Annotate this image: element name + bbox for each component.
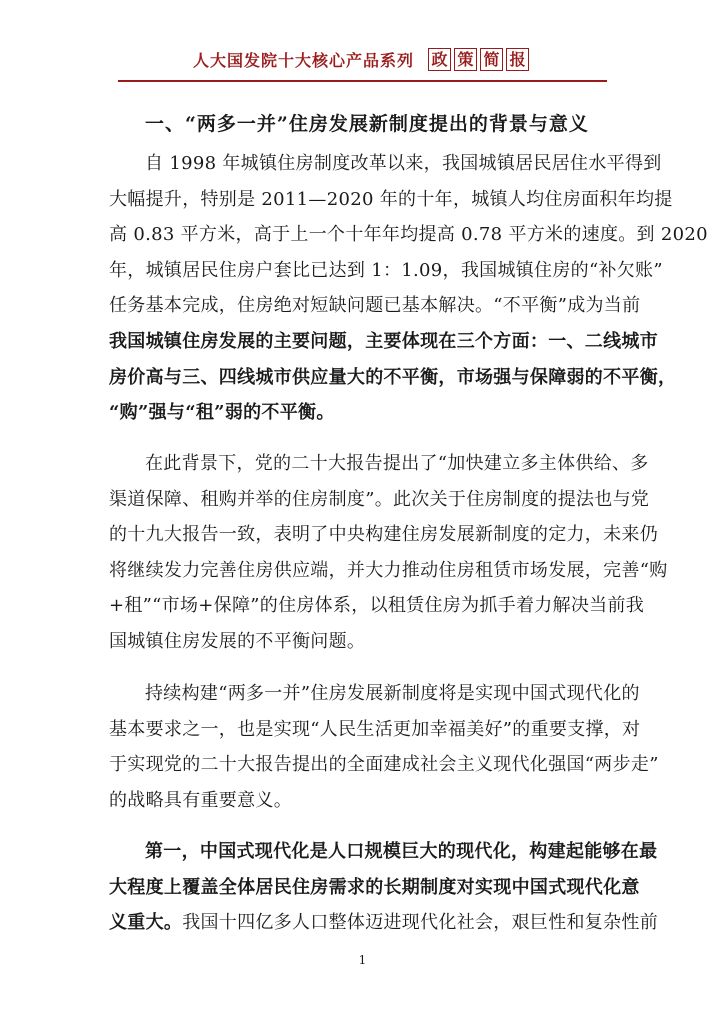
- text-line: 国城镇住房发展的不平衡问题。: [109, 630, 366, 652]
- text-line: 大幅提升，特别是 2011—2020 年的十年，城镇人均住房面积年均提: [109, 188, 673, 210]
- text-line: 渠道保障、租购并举的住房制度”。此次关于住房制度的提法也与党: [109, 488, 650, 510]
- text-line: 年，城镇居民住房户套比已达到 1：1.09，我国城镇住房的“补欠账”: [109, 259, 663, 281]
- badge-char: 策: [454, 48, 477, 71]
- text-line: 将继续发力完善住房供应端，并大力推动住房租赁市场发展，完善“购: [109, 559, 668, 581]
- header: [0, 48, 725, 71]
- text-line: “购”强与“租”弱的不平衡。: [109, 402, 335, 424]
- paragraph-3: [109, 676, 659, 818]
- text-line: 在此背景下，党的二十大报告提出了“加快建立多主体供给、多: [145, 453, 649, 474]
- header-rule: [118, 80, 607, 82]
- text-line: 的战略具有重要意义。: [109, 789, 292, 811]
- text-line: 任务基本完成，住房绝对短缺问题已基本解决。“不平衡”成为当前: [109, 295, 641, 317]
- brief-badge: [428, 48, 532, 71]
- text-line: 的十九大报告一致，表明了中央构建住房发展新制度的定力，未来仍: [109, 524, 658, 546]
- text-line: 持续构建“两多一并”住房发展新制度将是实现中国式现代化的: [145, 683, 640, 704]
- paragraph-2: [109, 446, 668, 660]
- bold-run: 义重大。: [109, 912, 183, 934]
- text-line: 大程度上覆盖全体居民住房需求的长期制度对实现中国式现代化意: [109, 876, 640, 898]
- badge-char: 政: [428, 48, 451, 71]
- badge-char: 报: [506, 48, 529, 71]
- badge-char: 简: [480, 48, 503, 71]
- section-title: 一、“两多一并”住房发展新制度提出的背景与意义: [145, 113, 589, 135]
- text-line: +租”“市场+保障”的住房体系，以租赁住房为抓手着力解决当前我: [109, 595, 645, 617]
- plain-run: 我国十四亿多人口整体迈进现代化社会，艰巨性和复杂性前: [182, 912, 659, 934]
- text-line: 于实现党的二十大报告提出的全面建成社会主义现代化强国“两步走”: [109, 754, 659, 776]
- paragraph-1: [109, 146, 708, 431]
- text-line: 我国城镇住房发展的主要问题，主要体现在三个方面：一、二线城市: [109, 330, 658, 352]
- text-line: 自 1998 年城镇住房制度改革以来，我国城镇居民居住水平得到: [145, 153, 662, 174]
- text-line: 第一，中国式现代化是人口规模巨大的现代化，构建起能够在最: [145, 841, 658, 862]
- series-name: 人大国发院十大核心产品系列: [192, 51, 414, 70]
- text-line: 基本要求之一，也是实现“人民生活更加幸福美好”的重要支撑，对: [109, 718, 641, 740]
- text-line: 高 0.83 平方米，高于上一个十年年均提高 0.78 平方米的速度。到 2020: [109, 224, 708, 246]
- page-number: 1: [358, 953, 367, 967]
- text-line: [109, 905, 659, 941]
- text-line: 房价高与三、四线城市供应量大的不平衡，市场强与保障弱的不平衡，: [109, 366, 677, 388]
- paragraph-4: [109, 834, 659, 941]
